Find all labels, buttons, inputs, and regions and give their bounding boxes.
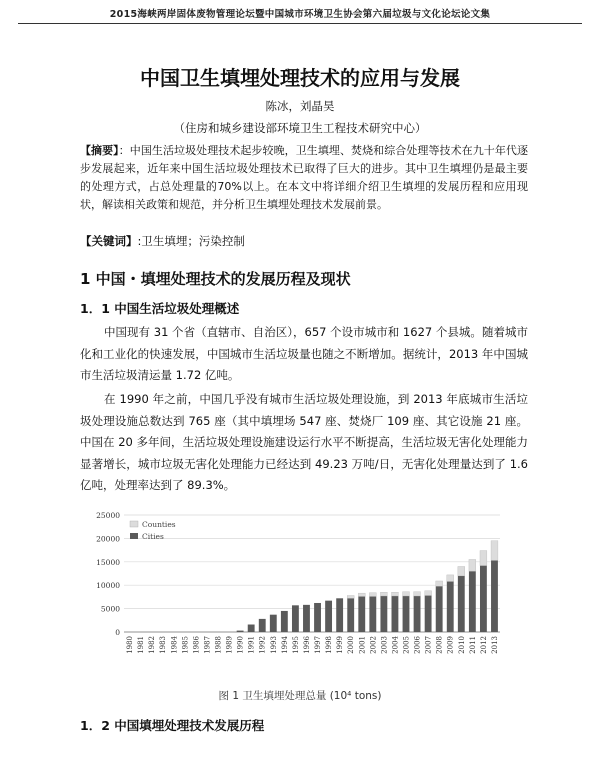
bar-cities bbox=[392, 596, 399, 632]
bar-cities bbox=[491, 560, 498, 632]
x-tick-label: 1995 bbox=[291, 636, 300, 654]
y-tick-label: 0 bbox=[115, 628, 120, 637]
x-tick-label: 1981 bbox=[137, 636, 146, 654]
bar-cities bbox=[425, 595, 432, 632]
paper-title: 中国卫生填埋处理技术的应用与发展 bbox=[140, 66, 460, 90]
x-tick-label: 2006 bbox=[413, 636, 422, 654]
x-tick-label: 1987 bbox=[203, 636, 212, 654]
bar-cities bbox=[347, 598, 354, 632]
x-tick-label: 1988 bbox=[214, 636, 223, 654]
x-tick-label: 2012 bbox=[479, 636, 488, 654]
section-heading-1-2: 1．2 中国填埋处理技术发展历程 bbox=[80, 718, 265, 733]
paragraph-1: 中国现有 31 个省（直辖市、自治区），657 个设市城市和 1627 个县城。随着城市化和工业化的快速发展，中国城市生活垃圾量也随之不断增加。据统计，2013 年中国城市生活垃圾清运量 1.72 亿吨。 bbox=[80, 325, 528, 382]
bar-cities bbox=[292, 605, 299, 632]
x-tick-label: 2011 bbox=[468, 636, 477, 654]
bar-counties bbox=[414, 592, 421, 596]
x-tick-label: 2002 bbox=[369, 636, 378, 654]
x-tick-label: 2007 bbox=[424, 636, 433, 654]
bar-counties bbox=[491, 541, 498, 561]
bar-cities bbox=[369, 596, 376, 632]
bar-cities bbox=[380, 596, 387, 632]
bar-cities bbox=[436, 586, 443, 632]
x-tick-label: 1994 bbox=[280, 636, 289, 654]
x-tick-label: 1998 bbox=[325, 636, 334, 654]
keywords-text: :卫生填埋；污染控制 bbox=[137, 234, 245, 248]
bar-counties bbox=[358, 593, 365, 596]
bar-cities bbox=[237, 631, 244, 632]
paragraph-2: 在 1990 年之前，中国几乎没有城市生活垃圾处理设施，到 2013 年底城市生活垃圾处理设施总数达到 765 座（其中填埋场 547 座、焚烧厂 109 座、其它设施 21 座。中国在 20 多年间，生活垃圾处理设施建设运行水平不断提高，生活垃圾无害化处理能力显著增长，城市垃圾无害化处理能力已经达到 49.23 万吨/日，无害化处理量达到了 1.6 亿吨，处理率达到了 89.3%。 bbox=[80, 392, 528, 492]
x-tick-label: 2010 bbox=[457, 636, 466, 654]
x-tick-label: 2008 bbox=[435, 636, 444, 654]
bar-counties bbox=[369, 593, 376, 597]
y-tick-label: 5000 bbox=[100, 604, 120, 614]
legend-swatch-counties bbox=[130, 521, 138, 527]
bar-counties bbox=[480, 551, 487, 566]
bar-cities bbox=[414, 596, 421, 632]
bar-cities bbox=[358, 596, 365, 632]
bar-counties bbox=[458, 566, 465, 575]
y-tick-label: 10000 bbox=[96, 581, 120, 591]
bar-counties bbox=[380, 592, 387, 596]
abstract-label: 【摘要】 bbox=[80, 144, 119, 157]
x-tick-label: 1993 bbox=[269, 636, 278, 654]
section-heading-1: 1 中国・填埋处理技术的发展历程及现状 bbox=[80, 270, 351, 288]
bar-cities bbox=[314, 603, 321, 632]
bar-counties bbox=[403, 592, 410, 596]
bar-cities bbox=[336, 598, 343, 632]
bar-counties bbox=[436, 581, 443, 586]
keywords bbox=[80, 233, 245, 249]
bar-cities bbox=[480, 566, 487, 632]
authors: 陈冰，刘晶昊 bbox=[265, 99, 335, 113]
keywords-label: 【关键词】 bbox=[80, 234, 138, 248]
abstract-text: ：中国生活垃圾处理技术起步较晚，卫生填埋、焚烧和综合处理等技术在九十年代逐步发展起来，近年来中国生活垃圾处理技术已取得了巨大的进步。其中卫生填埋仍是最主要的处理方式，占总处理量的70%以上。在本文中将详细介绍卫生填埋的发展历程和应用现状，解读相关政策和规范，并分析卫生填埋处理技术发展前景。 bbox=[80, 144, 528, 211]
x-tick-label: 1982 bbox=[148, 636, 157, 654]
x-tick-label: 1996 bbox=[302, 636, 311, 654]
section-heading-1-1: 1．1 中国生活垃圾处理概述 bbox=[80, 301, 240, 316]
x-tick-label: 2003 bbox=[380, 636, 389, 654]
abstract bbox=[80, 142, 528, 214]
bar-counties bbox=[347, 595, 354, 598]
x-tick-label: 1990 bbox=[236, 636, 245, 654]
legend-swatch-cities bbox=[130, 533, 138, 539]
x-tick-label: 2004 bbox=[391, 636, 400, 654]
bar-cities bbox=[259, 619, 266, 632]
bar-cities bbox=[458, 576, 465, 632]
x-tick-label: 2009 bbox=[446, 636, 455, 654]
x-tick-label: 1989 bbox=[225, 636, 234, 654]
x-tick-label: 1986 bbox=[192, 636, 201, 654]
bar-counties bbox=[469, 559, 476, 571]
bar-counties bbox=[447, 575, 454, 582]
affiliation: （住房和城乡建设部环境卫生工程技术研究中心） bbox=[173, 121, 427, 135]
figure-caption: 图 1 卫生填埋处理总量 (10⁴ tons) bbox=[218, 690, 382, 702]
bar-cities bbox=[281, 611, 288, 632]
y-tick-label: 15000 bbox=[96, 557, 120, 567]
bar-cities bbox=[270, 615, 277, 632]
x-tick-label: 2000 bbox=[347, 636, 356, 654]
x-tick-label: 2005 bbox=[402, 636, 411, 654]
legend-label-cities: Cities bbox=[142, 532, 164, 541]
x-tick-label: 2001 bbox=[358, 636, 367, 654]
x-tick-label: 1997 bbox=[314, 636, 323, 654]
bar-cities bbox=[303, 605, 310, 632]
y-tick-label: 25000 bbox=[96, 511, 120, 520]
x-tick-label: 1985 bbox=[181, 636, 190, 654]
bar-cities bbox=[403, 596, 410, 632]
x-tick-label: 1984 bbox=[170, 636, 179, 654]
bar-counties bbox=[425, 591, 432, 596]
running-header: 2015海峡两岸固体废物管理论坛暨中国城市环境卫生协会第六届垃圾与文化论坛论文集 bbox=[18, 6, 582, 24]
y-tick-label: 20000 bbox=[96, 534, 120, 544]
bar-cities bbox=[325, 601, 332, 632]
x-tick-label: 1999 bbox=[336, 636, 345, 654]
x-tick-label: 1992 bbox=[258, 636, 267, 654]
x-tick-label: 1983 bbox=[159, 636, 168, 654]
x-tick-label: 2013 bbox=[490, 636, 499, 654]
x-tick-label: 1991 bbox=[247, 636, 256, 654]
bar-cities bbox=[447, 581, 454, 632]
bar-cities bbox=[248, 625, 255, 632]
x-tick-label: 1980 bbox=[126, 636, 135, 654]
bar-counties bbox=[392, 592, 399, 596]
legend-label-counties: Counties bbox=[142, 520, 176, 529]
landfill-volume-chart bbox=[88, 507, 508, 682]
bar-cities bbox=[469, 571, 476, 632]
